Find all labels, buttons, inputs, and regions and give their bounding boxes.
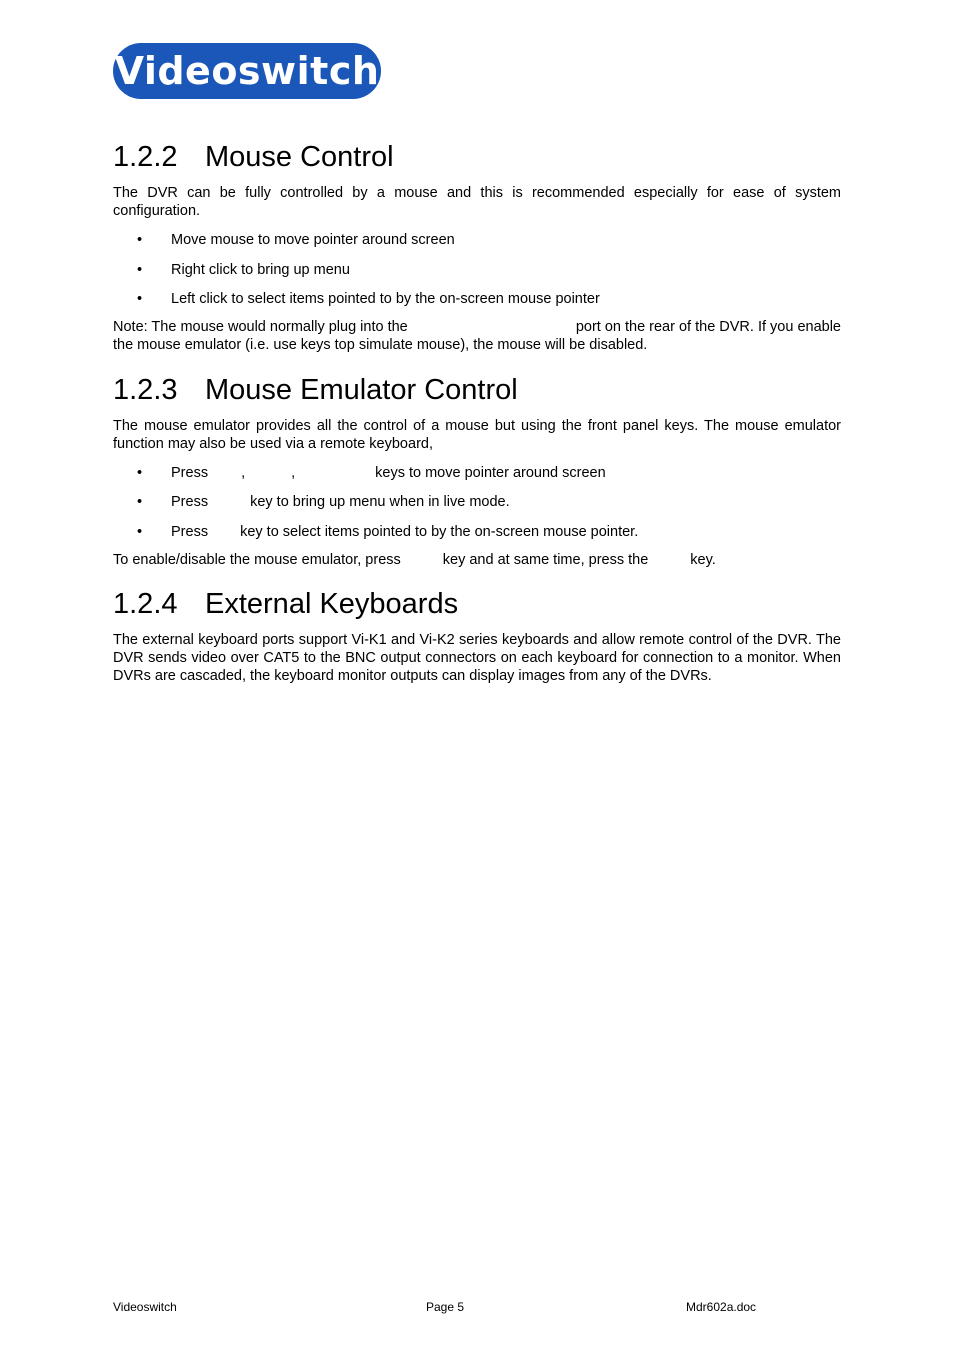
bullet-dot: •: [137, 262, 143, 278]
heading-number: 1.2.3: [113, 374, 178, 406]
mouse-note: [113, 318, 841, 354]
list-item-text: Move mouse to move pointer around screen: [171, 232, 455, 248]
external-keyboards-paragraph: The external keyboard ports support Vi-K1 and Vi-K2 series keyboards and allow remote control of the DVR. The DVR sends video over CAT5 to the BNC output connectors on each keyboard for connection to a monitor. When DVRs are cascaded, the keyboard monitor outputs can display images from any of the DVRs.: [113, 632, 841, 684]
heading-number: 1.2.2: [113, 141, 178, 173]
note-line1-end: port on the rear of the DVR. If you enable: [575, 319, 841, 335]
comma: ,: [291, 465, 296, 481]
toggle-part-b: key and at same time, press the: [442, 552, 649, 568]
mouse-emulator-intro: The mouse emulator provides all the control of a mouse but using the front panel keys. The mouse emulator function may also be used via a remote keyboard,: [113, 418, 841, 452]
list-item-text: Right click to bring up menu: [171, 262, 350, 278]
bullet-dot: •: [137, 232, 143, 248]
press-word: Press: [171, 494, 209, 510]
mouse-control-intro: The DVR can be fully controlled by a mouse and this is recommended especially for ease of system configuration.: [113, 185, 841, 219]
heading-mouse-emulator-control: [113, 376, 518, 405]
emulator-toggle-instruction: [113, 551, 841, 569]
bullet-tail: key to bring up menu when in live mode.: [250, 494, 510, 510]
logo-text: Videoswitch: [114, 49, 380, 93]
bullet-tail: keys to move pointer around screen: [375, 465, 606, 481]
toggle-part-c: key.: [690, 552, 716, 568]
list-item-text: Left click to select items pointed to by the on-screen mouse pointer: [171, 291, 600, 307]
footer-filename: Mdr602a.doc: [686, 1300, 757, 1314]
press-word: Press: [171, 465, 209, 481]
note-line2: the mouse emulator (i.e. use keys top simulate mouse), the mouse will be disabled.: [113, 337, 648, 353]
bullet-dot: •: [137, 291, 143, 307]
comma: ,: [241, 465, 246, 481]
bullet-tail: key to select items pointed to by the on-screen mouse pointer.: [240, 524, 639, 540]
list-item-text: [171, 523, 638, 541]
heading-external-keyboards: [113, 590, 458, 619]
bullet-dot: •: [137, 494, 143, 510]
list-item-text: [171, 493, 510, 511]
heading-title: Mouse Emulator Control: [205, 374, 518, 406]
list-item-text: [171, 464, 606, 482]
heading-title: Mouse Control: [205, 141, 394, 173]
toggle-part-a: To enable/disable the mouse emulator, press: [113, 552, 401, 568]
note-line1-start: Note: The mouse would normally plug into the: [113, 319, 408, 335]
bullet-dot: •: [137, 465, 143, 481]
footer-company: Videoswitch: [113, 1300, 177, 1314]
footer-page-number: Page 5: [426, 1300, 465, 1314]
videoswitch-logo: [113, 43, 381, 99]
heading-number: 1.2.4: [113, 588, 178, 620]
heading-mouse-control: [113, 143, 394, 172]
bullet-dot: •: [137, 524, 143, 540]
heading-title: External Keyboards: [205, 588, 459, 620]
press-word: Press: [171, 524, 209, 540]
